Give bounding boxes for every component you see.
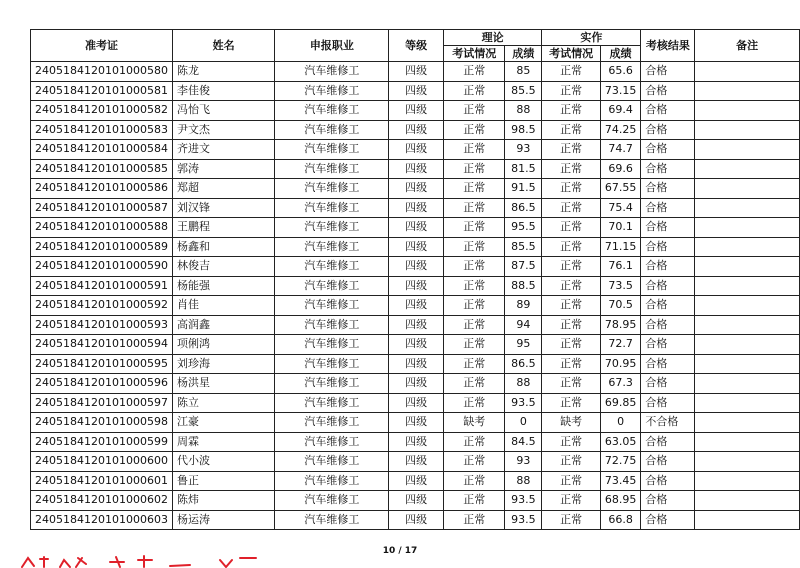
cell-level: 四级 [389, 413, 444, 433]
results-table [30, 29, 800, 530]
table-row [31, 393, 800, 413]
cell-theory-status: 正常 [443, 101, 504, 121]
cell-occupation: 汽车维修工 [275, 62, 389, 82]
cell-practical-score: 74.25 [600, 120, 641, 140]
cell-theory-status: 正常 [443, 140, 504, 160]
cell-name: 肖佳 [172, 296, 274, 316]
cell-result: 合格 [641, 257, 695, 277]
cell-exam-id: 2405184120101000600 [31, 452, 173, 472]
cell-remark [695, 198, 800, 218]
cell-occupation: 汽车维修工 [275, 296, 389, 316]
cell-practical-score: 76.1 [600, 257, 641, 277]
cell-practical-score: 73.15 [600, 81, 641, 101]
cell-result: 合格 [641, 276, 695, 296]
cell-remark [695, 296, 800, 316]
cell-practical-score: 70.95 [600, 354, 641, 374]
cell-name: 陈龙 [172, 62, 274, 82]
cell-theory-status: 正常 [443, 218, 504, 238]
cell-name: 杨运涛 [172, 510, 274, 530]
table-header [31, 30, 800, 62]
cell-theory-status: 正常 [443, 315, 504, 335]
cell-practical-status: 正常 [542, 491, 601, 511]
cell-theory-score: 88 [505, 471, 542, 491]
cell-remark [695, 393, 800, 413]
header-occupation: 申报职业 [275, 30, 389, 62]
cell-occupation: 汽车维修工 [275, 374, 389, 394]
cell-remark [695, 120, 800, 140]
cell-occupation: 汽车维修工 [275, 218, 389, 238]
cell-result: 合格 [641, 491, 695, 511]
cell-practical-status: 正常 [542, 471, 601, 491]
cell-remark [695, 432, 800, 452]
cell-name: 刘汉锋 [172, 198, 274, 218]
cell-level: 四级 [389, 491, 444, 511]
cell-name: 代小波 [172, 452, 274, 472]
cell-name: 陈立 [172, 393, 274, 413]
cell-theory-score: 93.5 [505, 491, 542, 511]
header-remark: 备注 [695, 30, 800, 62]
cell-occupation: 汽车维修工 [275, 159, 389, 179]
cell-result: 合格 [641, 432, 695, 452]
cell-name: 刘珍海 [172, 354, 274, 374]
cell-exam-id: 2405184120101000586 [31, 179, 173, 199]
cell-result: 合格 [641, 296, 695, 316]
cell-name: 王鹏程 [172, 218, 274, 238]
cell-result: 合格 [641, 237, 695, 257]
cell-name: 杨能强 [172, 276, 274, 296]
table-row [31, 257, 800, 277]
cell-name: 郑超 [172, 179, 274, 199]
cell-name: 李佳俊 [172, 81, 274, 101]
cell-practical-status: 正常 [542, 510, 601, 530]
cell-practical-score: 67.55 [600, 179, 641, 199]
cell-occupation: 汽车维修工 [275, 257, 389, 277]
cell-remark [695, 179, 800, 199]
cell-practical-status: 正常 [542, 140, 601, 160]
cell-practical-status: 正常 [542, 354, 601, 374]
cell-remark [695, 374, 800, 394]
cell-result: 合格 [641, 452, 695, 472]
cell-result: 合格 [641, 159, 695, 179]
cell-theory-score: 85 [505, 62, 542, 82]
cell-result: 合格 [641, 140, 695, 160]
cell-name: 周霖 [172, 432, 274, 452]
cell-occupation: 汽车维修工 [275, 413, 389, 433]
cell-level: 四级 [389, 81, 444, 101]
cell-exam-id: 2405184120101000592 [31, 296, 173, 316]
cell-theory-status: 正常 [443, 276, 504, 296]
cell-result: 合格 [641, 471, 695, 491]
cell-remark [695, 218, 800, 238]
cell-practical-score: 72.75 [600, 452, 641, 472]
cell-theory-score: 88.5 [505, 276, 542, 296]
cell-practical-status: 缺考 [542, 413, 601, 433]
cell-theory-status: 正常 [443, 452, 504, 472]
table-row [31, 471, 800, 491]
cell-theory-status: 正常 [443, 159, 504, 179]
cell-result: 合格 [641, 335, 695, 355]
cell-practical-status: 正常 [542, 452, 601, 472]
cell-level: 四级 [389, 62, 444, 82]
cell-exam-id: 2405184120101000596 [31, 374, 173, 394]
table-row [31, 510, 800, 530]
cell-occupation: 汽车维修工 [275, 101, 389, 121]
cell-practical-score: 69.4 [600, 101, 641, 121]
cell-remark [695, 81, 800, 101]
cell-result: 合格 [641, 81, 695, 101]
cell-exam-id: 2405184120101000599 [31, 432, 173, 452]
cell-level: 四级 [389, 120, 444, 140]
cell-theory-status: 正常 [443, 471, 504, 491]
header-exam-id: 准考证 [31, 30, 173, 62]
cell-name: 林俊吉 [172, 257, 274, 277]
cell-theory-status: 正常 [443, 237, 504, 257]
page-number: 10 / 17 [382, 546, 418, 556]
cell-theory-score: 86.5 [505, 198, 542, 218]
cell-occupation: 汽车维修工 [275, 276, 389, 296]
cell-exam-id: 2405184120101000583 [31, 120, 173, 140]
cell-exam-id: 2405184120101000601 [31, 471, 173, 491]
header-theory-status: 考试情况 [443, 46, 504, 62]
cell-level: 四级 [389, 354, 444, 374]
cell-name: 尹文杰 [172, 120, 274, 140]
cell-name: 江豪 [172, 413, 274, 433]
cell-level: 四级 [389, 452, 444, 472]
cell-theory-score: 93 [505, 452, 542, 472]
cell-occupation: 汽车维修工 [275, 81, 389, 101]
cell-theory-score: 85.5 [505, 81, 542, 101]
cell-theory-status: 正常 [443, 296, 504, 316]
cell-level: 四级 [389, 393, 444, 413]
cell-result: 合格 [641, 120, 695, 140]
cell-practical-status: 正常 [542, 159, 601, 179]
cell-practical-score: 63.05 [600, 432, 641, 452]
cell-result: 合格 [641, 62, 695, 82]
cell-remark [695, 159, 800, 179]
header-theory-score: 成绩 [505, 46, 542, 62]
cell-level: 四级 [389, 218, 444, 238]
cell-occupation: 汽车维修工 [275, 237, 389, 257]
cell-theory-status: 正常 [443, 120, 504, 140]
cell-occupation: 汽车维修工 [275, 393, 389, 413]
table-row [31, 432, 800, 452]
cell-theory-status: 正常 [443, 198, 504, 218]
cell-level: 四级 [389, 374, 444, 394]
cell-remark [695, 510, 800, 530]
cell-practical-status: 正常 [542, 101, 601, 121]
table-row [31, 218, 800, 238]
cell-practical-status: 正常 [542, 335, 601, 355]
cell-exam-id: 2405184120101000581 [31, 81, 173, 101]
cell-exam-id: 2405184120101000593 [31, 315, 173, 335]
cell-occupation: 汽车维修工 [275, 452, 389, 472]
cell-remark [695, 101, 800, 121]
cell-practical-score: 70.1 [600, 218, 641, 238]
cell-occupation: 汽车维修工 [275, 179, 389, 199]
table-row [31, 62, 800, 82]
cell-result: 合格 [641, 315, 695, 335]
cell-exam-id: 2405184120101000585 [31, 159, 173, 179]
cell-name: 齐进文 [172, 140, 274, 160]
cell-occupation: 汽车维修工 [275, 471, 389, 491]
table-row [31, 101, 800, 121]
cell-theory-status: 正常 [443, 179, 504, 199]
cell-practical-score: 73.45 [600, 471, 641, 491]
table-row [31, 120, 800, 140]
cell-result: 合格 [641, 374, 695, 394]
cell-practical-status: 正常 [542, 315, 601, 335]
cell-occupation: 汽车维修工 [275, 354, 389, 374]
table-row [31, 179, 800, 199]
cell-remark [695, 315, 800, 335]
cell-level: 四级 [389, 159, 444, 179]
cell-theory-score: 98.5 [505, 120, 542, 140]
header-name: 姓名 [172, 30, 274, 62]
cell-theory-score: 0 [505, 413, 542, 433]
cell-remark [695, 62, 800, 82]
cell-theory-status: 正常 [443, 335, 504, 355]
header-result: 考核结果 [641, 30, 695, 62]
cell-practical-score: 78.95 [600, 315, 641, 335]
cell-level: 四级 [389, 432, 444, 452]
cell-level: 四级 [389, 276, 444, 296]
cell-theory-score: 87.5 [505, 257, 542, 277]
cell-occupation: 汽车维修工 [275, 198, 389, 218]
cell-theory-status: 正常 [443, 432, 504, 452]
cell-exam-id: 2405184120101000582 [31, 101, 173, 121]
cell-level: 四级 [389, 237, 444, 257]
cell-practical-status: 正常 [542, 237, 601, 257]
cell-name: 杨洪星 [172, 374, 274, 394]
cell-occupation: 汽车维修工 [275, 315, 389, 335]
cell-theory-status: 正常 [443, 374, 504, 394]
cell-result: 合格 [641, 179, 695, 199]
cell-theory-status: 正常 [443, 491, 504, 511]
cell-result: 合格 [641, 393, 695, 413]
cell-result: 合格 [641, 101, 695, 121]
cell-theory-status: 正常 [443, 81, 504, 101]
cell-name: 郭涛 [172, 159, 274, 179]
cell-level: 四级 [389, 471, 444, 491]
cell-practical-status: 正常 [542, 276, 601, 296]
table-row [31, 296, 800, 316]
table-row [31, 140, 800, 160]
cell-name: 陈炜 [172, 491, 274, 511]
cell-practical-score: 69.85 [600, 393, 641, 413]
cell-occupation: 汽车维修工 [275, 120, 389, 140]
cell-remark [695, 237, 800, 257]
cell-practical-status: 正常 [542, 218, 601, 238]
cell-practical-status: 正常 [542, 179, 601, 199]
cell-exam-id: 2405184120101000594 [31, 335, 173, 355]
cell-remark [695, 413, 800, 433]
cell-result: 合格 [641, 354, 695, 374]
cell-occupation: 汽车维修工 [275, 140, 389, 160]
table-row [31, 354, 800, 374]
cell-practical-score: 69.6 [600, 159, 641, 179]
cell-exam-id: 2405184120101000580 [31, 62, 173, 82]
header-practical-status: 考试情况 [542, 46, 601, 62]
cell-practical-score: 65.6 [600, 62, 641, 82]
cell-exam-id: 2405184120101000588 [31, 218, 173, 238]
cell-remark [695, 335, 800, 355]
cell-exam-id: 2405184120101000590 [31, 257, 173, 277]
cell-practical-status: 正常 [542, 120, 601, 140]
cell-practical-status: 正常 [542, 296, 601, 316]
cell-occupation: 汽车维修工 [275, 491, 389, 511]
cell-practical-score: 75.4 [600, 198, 641, 218]
cell-practical-status: 正常 [542, 393, 601, 413]
cell-practical-score: 66.8 [600, 510, 641, 530]
header-practical-score: 成绩 [600, 46, 641, 62]
cell-practical-status: 正常 [542, 374, 601, 394]
cell-name: 杨鑫和 [172, 237, 274, 257]
cell-practical-score: 73.5 [600, 276, 641, 296]
cell-theory-status: 缺考 [443, 413, 504, 433]
table-row [31, 315, 800, 335]
cell-level: 四级 [389, 296, 444, 316]
cell-remark [695, 452, 800, 472]
cell-name: 冯怡飞 [172, 101, 274, 121]
cell-practical-status: 正常 [542, 432, 601, 452]
table-row [31, 413, 800, 433]
cell-theory-score: 81.5 [505, 159, 542, 179]
table-row [31, 198, 800, 218]
cell-exam-id: 2405184120101000597 [31, 393, 173, 413]
cell-level: 四级 [389, 335, 444, 355]
cell-theory-score: 94 [505, 315, 542, 335]
header-level: 等级 [389, 30, 444, 62]
cell-theory-score: 89 [505, 296, 542, 316]
cell-practical-score: 67.3 [600, 374, 641, 394]
cell-name: 项俐鸿 [172, 335, 274, 355]
cell-exam-id: 2405184120101000591 [31, 276, 173, 296]
cell-practical-status: 正常 [542, 62, 601, 82]
cell-remark [695, 354, 800, 374]
cell-exam-id: 2405184120101000584 [31, 140, 173, 160]
cell-practical-score: 72.7 [600, 335, 641, 355]
cell-level: 四级 [389, 179, 444, 199]
cell-theory-status: 正常 [443, 393, 504, 413]
cell-theory-score: 88 [505, 374, 542, 394]
cell-theory-status: 正常 [443, 62, 504, 82]
cell-remark [695, 471, 800, 491]
cell-exam-id: 2405184120101000602 [31, 491, 173, 511]
table-body [31, 62, 800, 530]
table-row [31, 159, 800, 179]
cell-theory-status: 正常 [443, 510, 504, 530]
cell-theory-score: 85.5 [505, 237, 542, 257]
cell-result: 合格 [641, 510, 695, 530]
table-row [31, 81, 800, 101]
cell-result: 合格 [641, 218, 695, 238]
cell-remark [695, 257, 800, 277]
table-row [31, 452, 800, 472]
cell-exam-id: 2405184120101000587 [31, 198, 173, 218]
cell-exam-id: 2405184120101000595 [31, 354, 173, 374]
cell-practical-score: 68.95 [600, 491, 641, 511]
cell-level: 四级 [389, 315, 444, 335]
cell-theory-score: 93.5 [505, 510, 542, 530]
cell-result: 合格 [641, 198, 695, 218]
cell-level: 四级 [389, 257, 444, 277]
cell-theory-score: 93.5 [505, 393, 542, 413]
cell-theory-status: 正常 [443, 257, 504, 277]
table-row [31, 335, 800, 355]
table-row [31, 237, 800, 257]
cell-exam-id: 2405184120101000598 [31, 413, 173, 433]
table-row [31, 276, 800, 296]
cell-occupation: 汽车维修工 [275, 335, 389, 355]
header-theory: 理论 [443, 30, 541, 46]
cell-exam-id: 2405184120101000603 [31, 510, 173, 530]
cell-practical-score: 74.7 [600, 140, 641, 160]
cell-occupation: 汽车维修工 [275, 432, 389, 452]
table-row [31, 374, 800, 394]
cell-remark [695, 491, 800, 511]
cell-theory-score: 88 [505, 101, 542, 121]
cell-theory-score: 95.5 [505, 218, 542, 238]
cell-level: 四级 [389, 198, 444, 218]
cell-theory-score: 95 [505, 335, 542, 355]
table-row [31, 491, 800, 511]
red-stamp-signature [20, 554, 280, 568]
cell-level: 四级 [389, 510, 444, 530]
cell-name: 高润鑫 [172, 315, 274, 335]
cell-remark [695, 276, 800, 296]
cell-theory-score: 86.5 [505, 354, 542, 374]
cell-name: 鲁正 [172, 471, 274, 491]
cell-practical-status: 正常 [542, 81, 601, 101]
cell-theory-score: 93 [505, 140, 542, 160]
cell-practical-status: 正常 [542, 257, 601, 277]
header-practical: 实作 [542, 30, 641, 46]
cell-level: 四级 [389, 101, 444, 121]
cell-result: 不合格 [641, 413, 695, 433]
cell-practical-score: 71.15 [600, 237, 641, 257]
cell-exam-id: 2405184120101000589 [31, 237, 173, 257]
cell-practical-status: 正常 [542, 198, 601, 218]
cell-practical-score: 0 [600, 413, 641, 433]
cell-theory-status: 正常 [443, 354, 504, 374]
cell-occupation: 汽车维修工 [275, 510, 389, 530]
cell-remark [695, 140, 800, 160]
cell-practical-score: 70.5 [600, 296, 641, 316]
cell-theory-score: 91.5 [505, 179, 542, 199]
cell-theory-score: 84.5 [505, 432, 542, 452]
cell-level: 四级 [389, 140, 444, 160]
